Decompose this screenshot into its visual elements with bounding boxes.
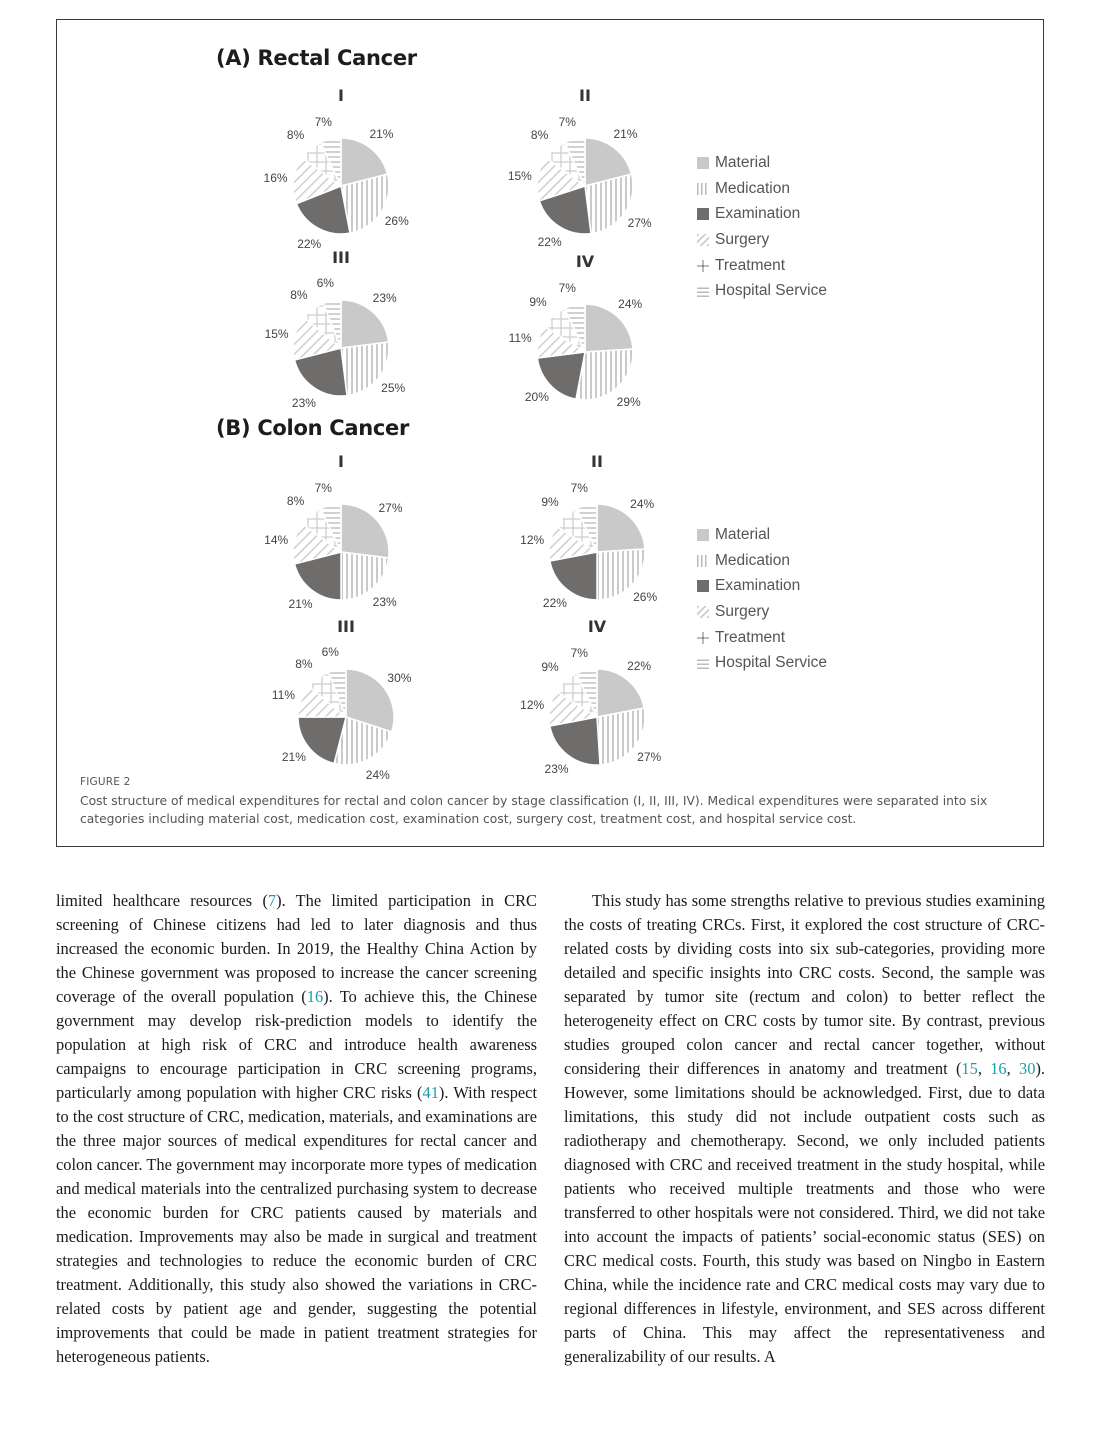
pie-slice-material — [585, 304, 633, 352]
percent-label: 9% — [541, 495, 559, 510]
percent-label: 21% — [369, 126, 394, 141]
legend-item-material — [697, 522, 897, 548]
percent-label: 21% — [288, 597, 313, 612]
pie-rectal-stage-1 — [241, 86, 441, 256]
legend-item-medication — [697, 176, 897, 202]
percent-label: 20% — [524, 390, 549, 405]
percent-label: 7% — [570, 480, 588, 495]
diagonal-lines-swatch-icon — [697, 234, 709, 246]
figure-label: FIGURE 2 — [80, 776, 131, 788]
vertical-lines-swatch-icon — [697, 183, 709, 195]
legend-label: Material — [715, 525, 771, 543]
legend-item-material — [697, 150, 897, 176]
percent-label: 25% — [381, 381, 406, 396]
horizontal-lines-swatch-icon — [697, 657, 709, 669]
percent-label: 30% — [387, 671, 412, 686]
pie-slice-material — [597, 504, 645, 552]
pie-chart — [246, 617, 446, 787]
legend-item-examination — [697, 201, 897, 227]
legend-label: Treatment — [715, 256, 786, 274]
percent-label: 11% — [508, 330, 532, 345]
legend-item-treatment — [697, 253, 897, 279]
stage-label: IV — [575, 252, 595, 271]
pie-colon-stage-4 — [497, 617, 697, 787]
legend-item-hospital-service — [697, 650, 897, 676]
stage-label: II — [591, 452, 603, 471]
percent-label: 22% — [542, 595, 567, 610]
percent-label: 14% — [264, 532, 289, 547]
caption-text: Cost structure of medical expenditures for rectal and colon cancer by stage classification (I, II, III, IV). Medical expenditures were separated into six categories including material cost, medication cost, examination cost, surgery cost, treatment cost, and hospital service cost. — [80, 794, 988, 826]
percent-label: 21% — [613, 126, 638, 141]
percent-label: 8% — [290, 287, 308, 302]
text: This study has some strengths relative to previous studies examining the costs of treating CRCs. First, it explored the cost structure of CRC-related costs by dividing costs into six sub-categories, providing more detailed and specific insights into CRC costs. Second, the sample was separated by tumor site (rectum and colon) to better reflect the heterogeneity effect on CRC costs by tumor site. By contrast, previous studies grouped colon cancer and rectal cancer together, without considering their differences in anatomy and treatment ( — [564, 891, 1045, 1078]
percent-label: 16% — [263, 170, 288, 185]
pie-slice-medication — [341, 552, 389, 600]
percent-label: 24% — [618, 296, 643, 311]
text: ). To achieve this, the Chinese government may develop risk-prediction models to identify the population at high risk of CRC and introduce health awareness campaigns to encourage participation in CRC screening programs, particularly among population with higher CRC risks ( — [56, 987, 537, 1102]
legend-label: Medication — [715, 551, 790, 569]
vertical-lines-swatch-icon — [697, 555, 709, 567]
percent-label: 22% — [627, 659, 652, 674]
percent-label: 27% — [637, 750, 662, 765]
panel-b-title: (B) Colon Cancer — [216, 416, 410, 440]
legend-label: Treatment — [715, 628, 786, 646]
percent-label: 15% — [264, 326, 289, 341]
legend-label: Surgery — [715, 602, 770, 620]
stage-label: II — [579, 86, 591, 105]
text: ). The limited participation in CRC screening of Chinese citizens had led to later diagnosis and thus increased the economic burden. In 2019, the Healthy China Action by the Chinese government was proposed to increase the cancer screening coverage of the overall population ( — [56, 891, 537, 1006]
stage-label: I — [338, 86, 344, 105]
pie-colon-stage-2 — [497, 452, 697, 622]
percent-label: 6% — [321, 645, 339, 660]
percent-label: 7% — [314, 480, 332, 495]
figure-2 — [56, 19, 1044, 847]
percent-label: 12% — [520, 697, 545, 712]
percent-label: 24% — [630, 496, 655, 511]
grid-swatch-icon — [697, 260, 709, 272]
percent-label: 26% — [633, 590, 658, 605]
solid-light-swatch-icon — [697, 157, 709, 169]
text: ). With respect to the cost structure of CRC, medication, materials, and examinations are the three major sources of medical expenditures for rectal cancer and colon cancer. The government may incorporate more types of medication and medical materials into the centralized purchasing system to decrease the economic burden for CRC patients caused by materials and medication. Improvements may also be made in surgical and treatment strategies and technologies to reduce the economic burden of CRC treatment. Additionally, this study also showed the variations in CRC-related costs by patient age and gender, suggesting the potential improvements that could be made in patient treatment strategies for heterogeneous patients. — [56, 1083, 538, 1366]
percent-label: 8% — [286, 494, 305, 509]
percent-label: 8% — [530, 128, 549, 143]
percent-label: 7% — [570, 645, 588, 660]
percent-label: 22% — [537, 234, 562, 249]
stage-label: III — [337, 617, 355, 636]
legend-label: Examination — [715, 205, 801, 223]
legend-label: Material — [715, 153, 771, 171]
percent-label: 21% — [281, 750, 306, 765]
pie-colon-stage-3 — [246, 617, 446, 787]
body-column-right — [564, 889, 1045, 1369]
percent-label: 7% — [314, 114, 332, 129]
percent-label: 9% — [529, 295, 547, 310]
paragraph — [56, 889, 537, 1369]
citation-link[interactable]: 30 — [1019, 1059, 1036, 1078]
pie-rectal-stage-3 — [241, 248, 441, 418]
horizontal-lines-swatch-icon — [697, 285, 709, 297]
percent-label: 15% — [507, 168, 532, 183]
panel-a-title: (A) Rectal Cancer — [216, 46, 417, 70]
legend-item-hospital-service — [697, 278, 897, 304]
percent-label: 23% — [372, 291, 397, 306]
pie-colon-stage-1 — [241, 452, 441, 622]
legend-label: Medication — [715, 179, 790, 197]
percent-label: 7% — [558, 114, 576, 129]
percent-label: 22% — [297, 236, 322, 251]
legend-item-medication — [697, 548, 897, 574]
solid-light-swatch-icon — [697, 529, 709, 541]
grid-swatch-icon — [697, 632, 709, 644]
legend-label: Hospital Service — [715, 654, 827, 672]
legend-colon — [697, 522, 897, 676]
solid-dark-swatch-icon — [697, 580, 709, 592]
percent-label: 6% — [316, 276, 334, 291]
percent-label: 29% — [616, 394, 641, 409]
text: limited healthcare resources ( — [56, 891, 268, 910]
diagonal-lines-swatch-icon — [697, 606, 709, 618]
legend-item-surgery — [697, 599, 897, 625]
percent-label: 24% — [365, 767, 390, 782]
legend-item-treatment — [697, 625, 897, 651]
citation-link[interactable]: 15 — [961, 1059, 978, 1078]
paragraph: This study has some strengths relative to previous studies examining the costs of treating CRCs. First, it explored the cost structure of CRC-related costs by dividing costs into six sub-categories, providing more detailed and specific insights into CRC costs. Second, the sample was separated by tumor site (rectum and colon) to better reflect the heterogeneity effect on CRC costs by tumor site. By contrast, previous studies grouped colon cancer and rectal cancer together, without considering their differences in anatomy and treatment (15, 16, 30). However, some limitations should be acknowledged. First, due to data limitations, this study did not include outpatient costs such as radiotherapy and chemotherapy. Second, we only included patients diagnosed with CRC and received treatment in the study hospital, while patients who received multiple treatments and those who were transferred to other hospitals were not considered. Third, we did not take into account the impacts of patients’ social-economic status (SES) on CRC medical costs. Fourth, this study was based on Ningbo in Eastern China, while the incidence rate and CRC medical costs may vary due to regional differences in lifestyle, environment, and SES across different parts of China. This may affect the representativeness and generalizability of our results. A — [564, 891, 1045, 1366]
percent-label: 23% — [291, 395, 316, 410]
legend-item-surgery — [697, 227, 897, 253]
pie-slice-material — [341, 300, 389, 348]
stage-label: III — [332, 248, 350, 267]
percent-label: 8% — [295, 656, 313, 671]
percent-label: 27% — [627, 216, 652, 231]
percent-label: 27% — [378, 501, 403, 516]
pie-rectal-stage-4 — [485, 252, 685, 422]
citation-link[interactable]: 41 — [422, 1083, 439, 1102]
percent-label: 23% — [544, 762, 569, 777]
legend-label: Surgery — [715, 230, 770, 248]
body-column-left — [56, 889, 537, 1369]
citation-link[interactable]: 16 — [306, 987, 324, 1006]
percent-label: 9% — [541, 660, 559, 675]
percent-label: 26% — [384, 214, 409, 229]
stage-label: I — [338, 452, 344, 471]
legend-label: Examination — [715, 577, 801, 595]
text: ). However, some limitations should be acknowledged. First, due to data limitations, this study did not include outpatient costs such as radiotherapy and chemotherapy. Second, we only included patients diagnosed with CRC and received treatment in the study hospital, while patients who received multiple treatments and those who were transferred to other hospitals were not considered. Third, we did not take into account the impacts of patients’ social-economic status (SES) on CRC medical costs. Fourth, this study was based on Ningbo in Eastern China, while the incidence rate and CRC medical costs may vary due to regional differences in lifestyle, environment, and SES across different parts of China. This may affect the representativeness and generalizability of our results. A — [564, 1059, 1045, 1366]
pie-rectal-stage-2 — [485, 86, 685, 256]
stage-label: IV — [587, 617, 607, 636]
percent-label: 12% — [520, 532, 545, 547]
legend-rectal — [697, 150, 897, 304]
figure-caption — [80, 776, 1030, 828]
citation-link[interactable]: 7 — [267, 891, 277, 910]
percent-label: 11% — [271, 687, 296, 702]
percent-label: 7% — [558, 280, 576, 295]
citation-link[interactable]: 16 — [990, 1059, 1007, 1078]
legend-label: Hospital Service — [715, 282, 827, 300]
solid-dark-swatch-icon — [697, 208, 709, 220]
percent-label: 8% — [286, 128, 305, 143]
percent-label: 23% — [372, 594, 397, 609]
legend-item-examination — [697, 573, 897, 599]
